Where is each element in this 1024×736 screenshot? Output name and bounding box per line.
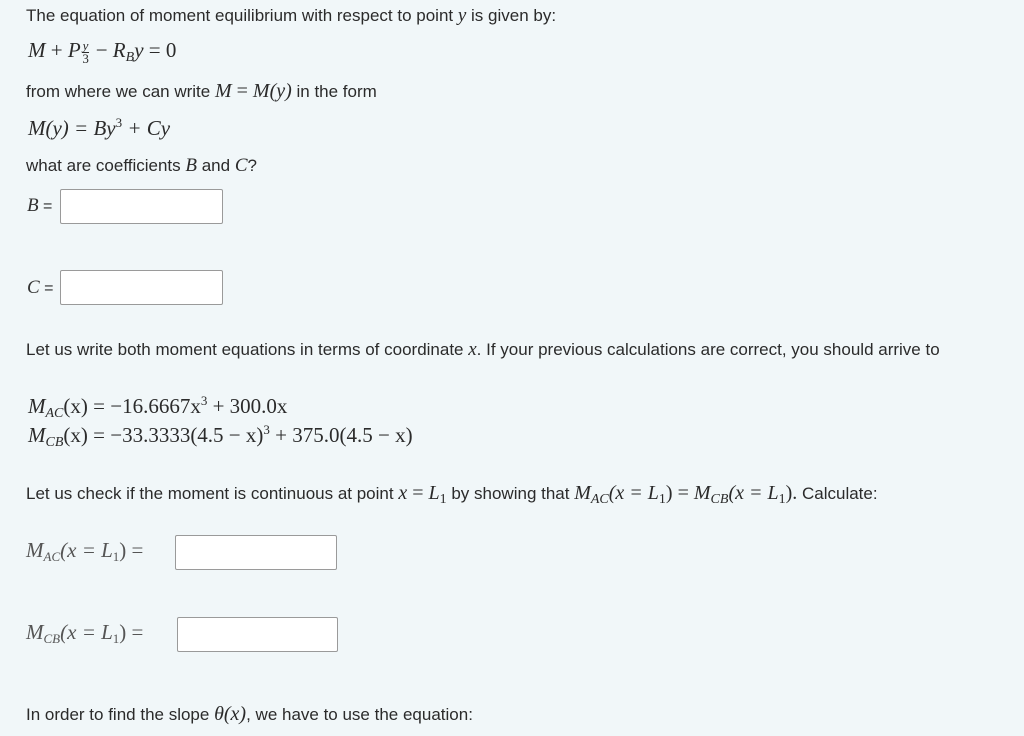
eq1-R: R: [112, 38, 126, 62]
intro-sentence: [26, 5, 556, 27]
question-text: what are coefficients: [26, 156, 186, 175]
coord-end: . If your previous calculations are correct, you should arrive to: [476, 340, 940, 359]
MCB-label-close: ) =: [119, 620, 144, 644]
slope-theta: θ(x): [214, 703, 247, 725]
intro-text: The equation of moment equilibrium with respect to point: [26, 6, 458, 25]
moment-CB-equation: [28, 423, 413, 448]
eq1-P: P: [67, 38, 81, 62]
cont-by: by showing that: [446, 484, 575, 503]
question-and: and: [197, 156, 235, 175]
eq1-fraction: [82, 37, 90, 66]
form-text: from where we can write: [26, 82, 215, 101]
C-input[interactable]: [60, 270, 223, 305]
MAC-label-M: M: [26, 538, 44, 562]
question-C: C: [234, 155, 248, 176]
eq2-rest: + Cy: [122, 116, 171, 140]
C-label: [27, 277, 53, 299]
B-input[interactable]: [60, 189, 223, 224]
eq1-plus: +: [45, 38, 68, 62]
cont-M2: M: [693, 482, 711, 504]
question-end: ?: [247, 156, 257, 175]
eq1-minus: −: [90, 38, 113, 62]
cont-L: L: [428, 482, 440, 504]
equilibrium-equation: [28, 38, 176, 65]
cont-M1: M: [574, 482, 591, 504]
coord-text: Let us write both moment equations in terms of coordinate: [26, 340, 469, 359]
cont-arg2: (x = L: [728, 482, 779, 504]
intro-end: is given by:: [466, 6, 557, 25]
eqAC-sub: AC: [45, 406, 64, 421]
eq1-rhs: = 0: [143, 38, 177, 62]
eq1-y: y: [134, 38, 144, 62]
MAC-label-arg-sub: 1: [112, 549, 120, 564]
cont-M2-sub: CB: [710, 492, 729, 507]
eqCB-M: M: [28, 423, 46, 447]
MCB-input[interactable]: [177, 617, 338, 652]
eqAC-M: M: [28, 394, 46, 418]
MAC-input[interactable]: [175, 535, 337, 570]
cont-M1-sub: AC: [590, 492, 609, 507]
eqCB-sub: CB: [45, 435, 64, 450]
form-rhs: M(y): [252, 80, 292, 102]
form-lhs: M: [214, 80, 232, 102]
cont-end: Calculate:: [797, 484, 878, 503]
B-label: [27, 195, 52, 217]
MCB-label-arg-sub: 1: [112, 631, 120, 646]
eqCB-body: (x) = −33.3333(4.5 − x): [63, 423, 264, 447]
intro-var-y: y: [457, 5, 467, 26]
eqAC-body: (x) = −16.6667x: [63, 394, 201, 418]
cont-close1: ) =: [665, 482, 694, 504]
form-end: in the form: [291, 82, 377, 101]
eqAC-exp: 3: [200, 393, 208, 408]
eqCB-exp: 3: [263, 422, 270, 437]
eq2-lhs: M(y) = By: [28, 116, 116, 140]
cont-x: x: [398, 482, 408, 504]
moment-form-equation: [28, 116, 170, 141]
cont-arg1-sub: 1: [658, 492, 666, 507]
MCB-label: [26, 620, 143, 645]
cont-arg2-sub: 1: [778, 492, 786, 507]
MAC-label-sub: AC: [43, 549, 61, 564]
MAC-label-arg: (x = L: [60, 538, 113, 562]
eq1-M: M: [28, 38, 46, 62]
eq1-R-sub: B: [125, 50, 135, 65]
eq1-frac-num: y: [82, 37, 89, 53]
form-eq: =: [231, 80, 253, 102]
cont-close2: ).: [785, 482, 798, 504]
eqAC-tail: + 300.0x: [207, 394, 288, 418]
continuity-sentence: [26, 482, 878, 505]
eq1-frac-den: 3: [82, 50, 89, 66]
B-label-eq: =: [38, 198, 53, 215]
question-B: B: [185, 155, 197, 176]
MCB-label-arg: (x = L: [60, 620, 113, 644]
slope-sentence: [26, 703, 473, 726]
coefficients-question: [26, 155, 257, 177]
C-label-eq: =: [39, 280, 54, 297]
B-label-var: B: [27, 195, 39, 216]
MCB-label-sub: CB: [43, 631, 61, 646]
MAC-label-close: ) =: [119, 538, 144, 562]
slope-end: , we have to use the equation:: [246, 705, 473, 724]
cont-eq: =: [407, 482, 429, 504]
form-sentence: [26, 80, 377, 103]
cont-arg1: (x = L: [608, 482, 659, 504]
slope-text: In order to find the slope: [26, 705, 215, 724]
C-label-var: C: [27, 277, 40, 298]
eq2-exp: 3: [115, 115, 123, 130]
moment-AC-equation: [28, 394, 287, 419]
eqCB-tail: + 375.0(4.5 − x): [269, 423, 413, 447]
MAC-label: [26, 538, 143, 563]
coordinate-sentence: [26, 339, 940, 361]
cont-text: Let us check if the moment is continuous at point: [26, 484, 399, 503]
cont-L-sub: 1: [439, 492, 447, 507]
MCB-label-M: M: [26, 620, 44, 644]
coord-var: x: [468, 339, 477, 360]
